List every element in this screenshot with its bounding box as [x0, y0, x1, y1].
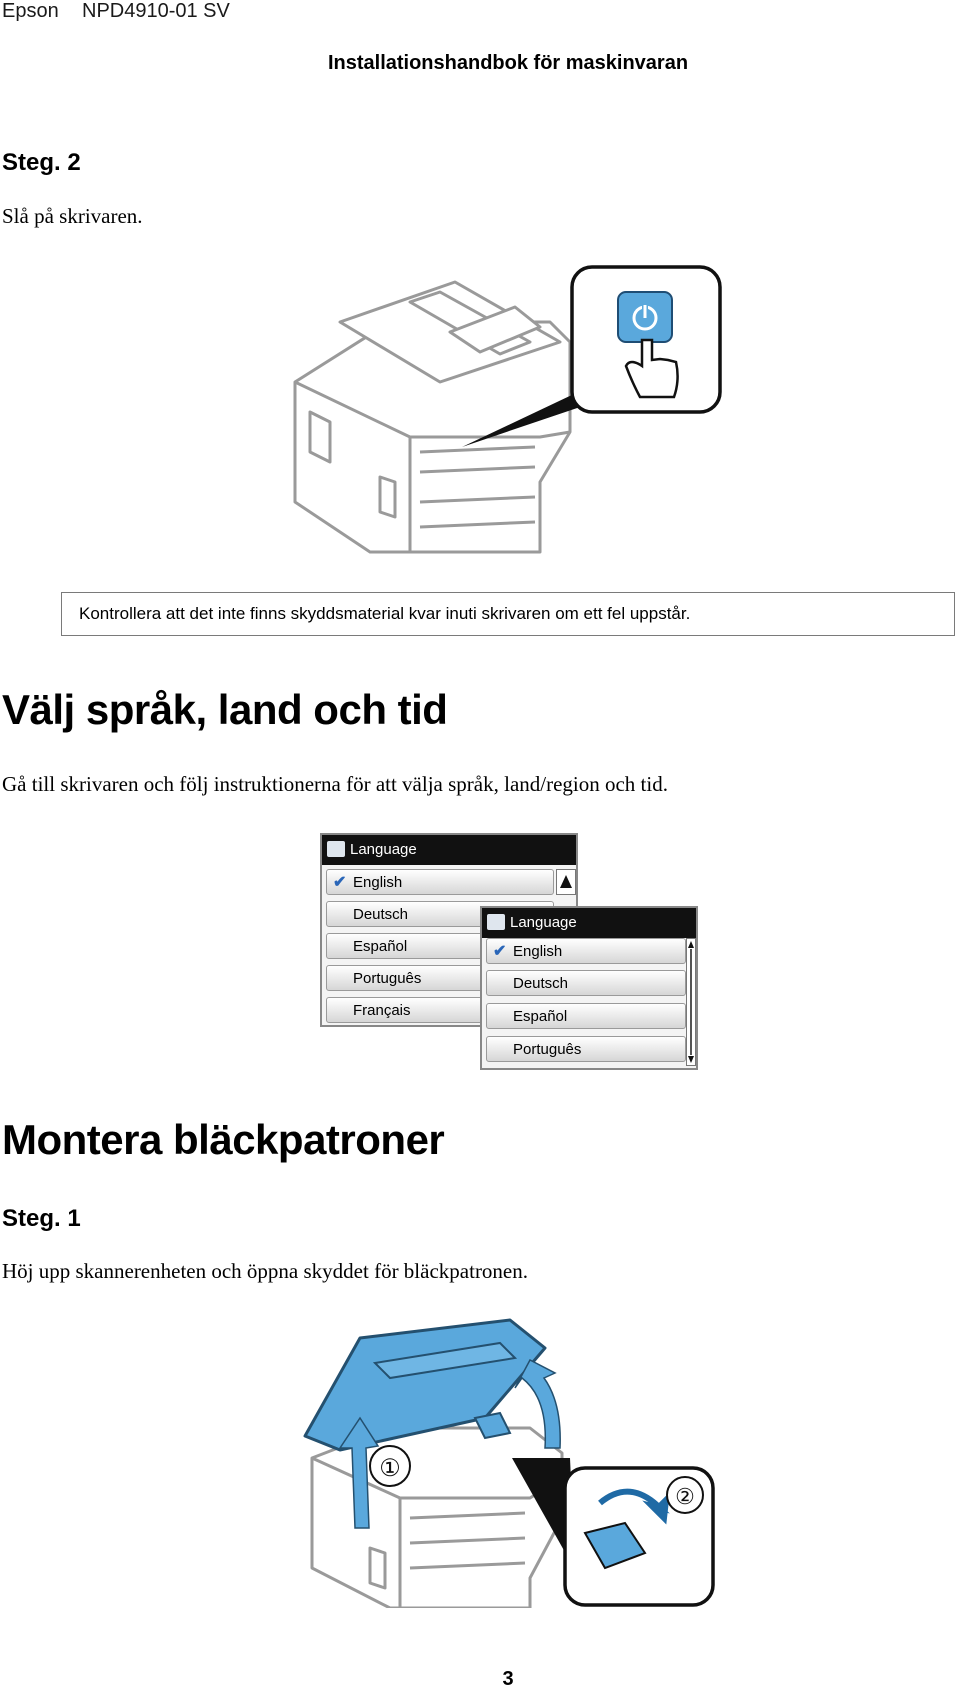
lcd-item-portugues[interactable]: Português [486, 1036, 686, 1062]
header-brand: Epson [2, 0, 59, 22]
printer-power-illustration [290, 262, 730, 562]
arrow-up-icon [557, 870, 575, 894]
lcd-title-bar [322, 835, 576, 865]
step-2-label: Steg. 2 [2, 149, 81, 176]
checkmark-icon: ✔ [333, 874, 347, 891]
lcd-item-english[interactable]: ✔ English [486, 938, 686, 964]
power-instruction: Slå på skrivaren. [2, 204, 143, 228]
lcd-title: Language [350, 841, 417, 858]
lcd-title-bar [482, 908, 696, 938]
lcd-item-english[interactable]: ✔ English [326, 869, 554, 895]
lcd-item-deutsch[interactable]: Deutsch [486, 970, 686, 996]
scanner-lift-illustration [300, 1318, 720, 1608]
step-1-label: Steg. 1 [2, 1205, 81, 1232]
lcd-item-deutsch[interactable]: Deutsch [326, 901, 554, 927]
language-instruction: Gå till skrivaren och följ instruktionerna för att välja språk, land/region och tid. [2, 772, 668, 796]
lcd-item-espanol[interactable]: Español [326, 933, 554, 959]
scroll-up-button[interactable] [556, 869, 576, 895]
language-icon [327, 841, 345, 857]
lcd-item-francais[interactable]: Français [326, 997, 554, 1023]
page-number: 3 [502, 1668, 514, 1690]
note-text: Kontrollera att det inte finns skyddsmaterial kvar inuti skrivaren om ett fel uppstår. [79, 604, 691, 623]
header-doc-title: Installationshandbok för maskinvaran [327, 52, 689, 74]
scrollbar[interactable] [686, 938, 696, 1066]
lcd-item-espanol[interactable]: Español [486, 1003, 686, 1029]
ink-instruction: Höj upp skannerenheten och öppna skyddet för bläckpatronen. [2, 1259, 529, 1283]
heading-language: Välj språk, land och tid [2, 686, 448, 733]
lcd-screen-language-2 [480, 906, 698, 1070]
lcd-item-portugues[interactable]: Português [326, 965, 554, 991]
scrollbar-arrows-icon [687, 939, 695, 1065]
language-icon [487, 914, 505, 930]
note-box [61, 592, 955, 636]
lcd-title: Language [510, 914, 577, 931]
header-doc-code: NPD4910-01 SV [82, 0, 230, 22]
checkmark-icon: ✔ [493, 943, 507, 960]
callout-1: ① [379, 1455, 401, 1482]
heading-ink-cartridges: Montera bläckpatroner [2, 1116, 445, 1163]
callout-2: ② [675, 1484, 695, 1509]
